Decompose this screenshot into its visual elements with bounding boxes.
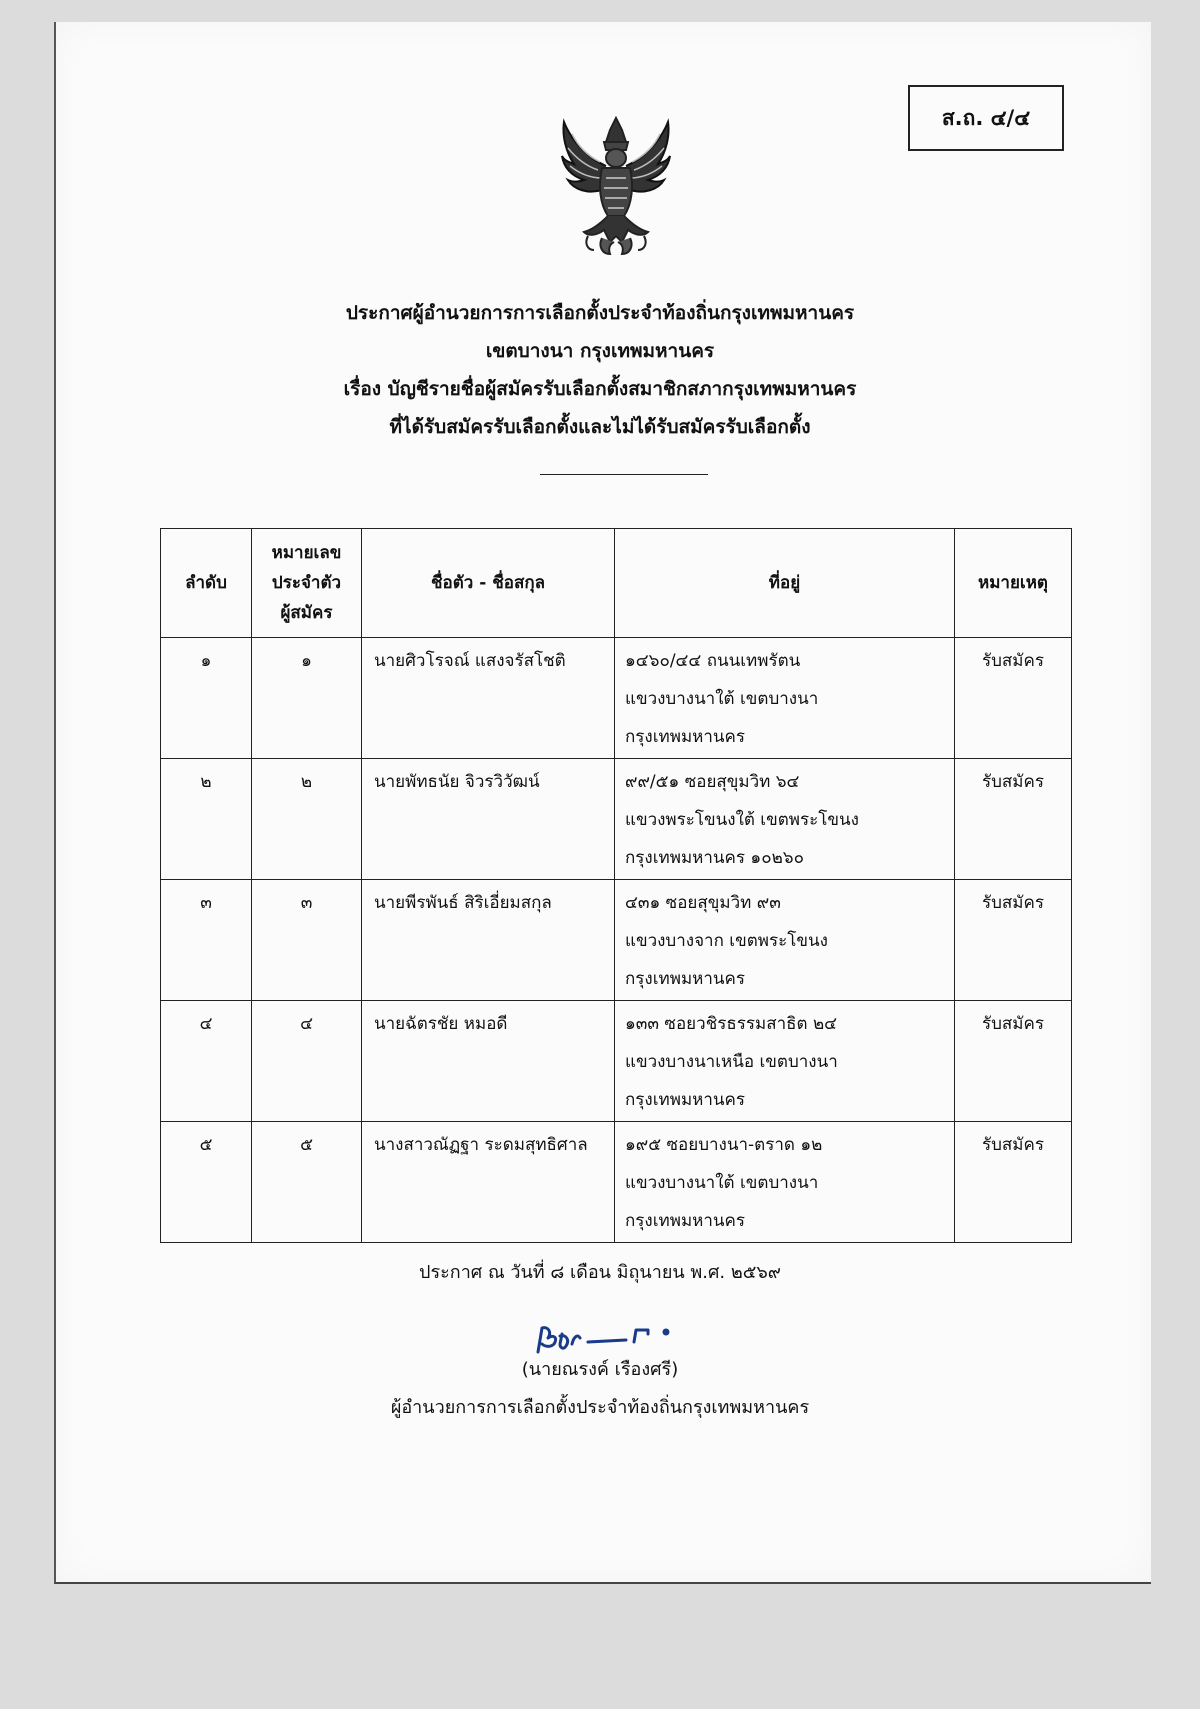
- candidate-table-wrapper: [160, 528, 1071, 1243]
- cell-name: นายศิวโรจณ์ แสงจรัสโชติ: [362, 638, 615, 759]
- heading-divider: [540, 474, 708, 475]
- cell-address: [615, 759, 955, 880]
- address-line-1: ๑๙๕ ซอยบางนา-ตราด ๑๒: [625, 1135, 823, 1155]
- cell-remark: รับสมัคร: [955, 880, 1072, 1001]
- cell-remark: รับสมัคร: [955, 1001, 1072, 1122]
- cell-candidate-number: ๕: [252, 1122, 362, 1243]
- address-line-3: กรุงเทพมหานคร: [625, 1211, 746, 1231]
- address-line-2: แขวงพระโขนงใต้ เขตพระโขนง: [625, 810, 859, 830]
- cell-address: [615, 880, 955, 1001]
- address-line-3: กรุงเทพมหานคร: [625, 969, 746, 989]
- table-row: [161, 638, 1072, 759]
- address-line-1: ๔๓๑ ซอยสุขุมวิท ๙๓: [625, 893, 781, 913]
- handwritten-signature-icon: [530, 1322, 680, 1358]
- header-order: ลำดับ: [161, 529, 252, 638]
- address-line-2: แขวงบางจาก เขตพระโขนง: [625, 931, 828, 951]
- header-candidate-number-line-1: หมายเลข: [271, 543, 342, 563]
- cell-order: ๒: [161, 759, 252, 880]
- address-line-1: ๙๙/๕๑ ซอยสุขุมวิท ๖๔: [625, 772, 800, 792]
- cell-remark: รับสมัคร: [955, 759, 1072, 880]
- cell-candidate-number: ๓: [252, 880, 362, 1001]
- header-candidate-number: [252, 529, 362, 638]
- cell-name: นางสาวณัฏฐา ระดมสุทธิศาล: [362, 1122, 615, 1243]
- cell-address: [615, 1122, 955, 1243]
- cell-order: ๓: [161, 880, 252, 1001]
- address-line-2: แขวงบางนาเหนือ เขตบางนา: [625, 1052, 838, 1072]
- heading-line-3: เรื่อง บัญชีรายชื่อผู้สมัครรับเลือกตั้งสมาชิกสภากรุงเทพมหานคร: [343, 378, 857, 400]
- address-line-2: แขวงบางนาใต้ เขตบางนา: [625, 689, 819, 709]
- address-line-2: แขวงบางนาใต้ เขตบางนา: [625, 1173, 819, 1193]
- form-code-box: [908, 85, 1064, 151]
- table-row: [161, 759, 1072, 880]
- address-line-3: กรุงเทพมหานคร: [625, 727, 746, 747]
- signer-name: (นายณรงค์ เรืองศรี): [521, 1359, 679, 1380]
- signer-title: ผู้อำนวยการการเลือกตั้งประจำท้องถิ่นกรุงเทพมหานคร: [390, 1397, 810, 1418]
- table-header-row: [161, 529, 1072, 638]
- header-remark: หมายเหตุ: [955, 529, 1072, 638]
- cell-order: ๕: [161, 1122, 252, 1243]
- cell-candidate-number: ๒: [252, 759, 362, 880]
- cell-address: [615, 1001, 955, 1122]
- cell-name: นายพัทธนัย จิวรวิวัฒน์: [362, 759, 615, 880]
- cell-remark: รับสมัคร: [955, 1122, 1072, 1243]
- cell-remark: รับสมัคร: [955, 638, 1072, 759]
- address-line-3: กรุงเทพมหานคร: [625, 1090, 746, 1110]
- cell-address: [615, 638, 955, 759]
- cell-candidate-number: ๔: [252, 1001, 362, 1122]
- header-candidate-number-line-2: ประจำตัว: [271, 573, 342, 593]
- candidate-table: [160, 528, 1072, 1243]
- cell-candidate-number: ๑: [252, 638, 362, 759]
- table-row: [161, 1122, 1072, 1243]
- announcement-date: ประกาศ ณ วันที่ ๘ เดือน มิถุนายน พ.ศ. ๒๕๖๙: [419, 1262, 781, 1283]
- address-line-3: กรุงเทพมหานคร ๑๐๒๖๐: [625, 848, 804, 868]
- form-code: ส.ถ. ๔/๔: [941, 105, 1031, 130]
- cell-order: ๑: [161, 638, 252, 759]
- header-candidate-number-line-3: ผู้สมัคร: [280, 603, 333, 623]
- cell-name: นายพีรพันธ์ สิริเอี่ยมสกุล: [362, 880, 615, 1001]
- header-name: ชื่อตัว - ชื่อสกุล: [362, 529, 615, 638]
- heading-line-2: เขตบางนา กรุงเทพมหานคร: [485, 340, 715, 362]
- garuda-emblem-icon: [558, 112, 674, 260]
- heading-line-4: ที่ได้รับสมัครรับเลือกตั้งและไม่ได้รับสมัครรับเลือกตั้ง: [389, 416, 811, 438]
- heading-line-1: ประกาศผู้อำนวยการการเลือกตั้งประจำท้องถิ่นกรุงเทพมหานคร: [345, 302, 855, 324]
- cell-order: ๔: [161, 1001, 252, 1122]
- address-line-1: ๑๓๓ ซอยวชิรธรรมสาธิต ๒๔: [625, 1014, 838, 1034]
- table-row: [161, 880, 1072, 1001]
- address-line-1: ๑๔๖๐/๔๔ ถนนเทพรัตน: [625, 651, 801, 671]
- cell-name: นายฉัตรชัย หมอดี: [362, 1001, 615, 1122]
- header-address: ที่อยู่: [615, 529, 955, 638]
- table-row: [161, 1001, 1072, 1122]
